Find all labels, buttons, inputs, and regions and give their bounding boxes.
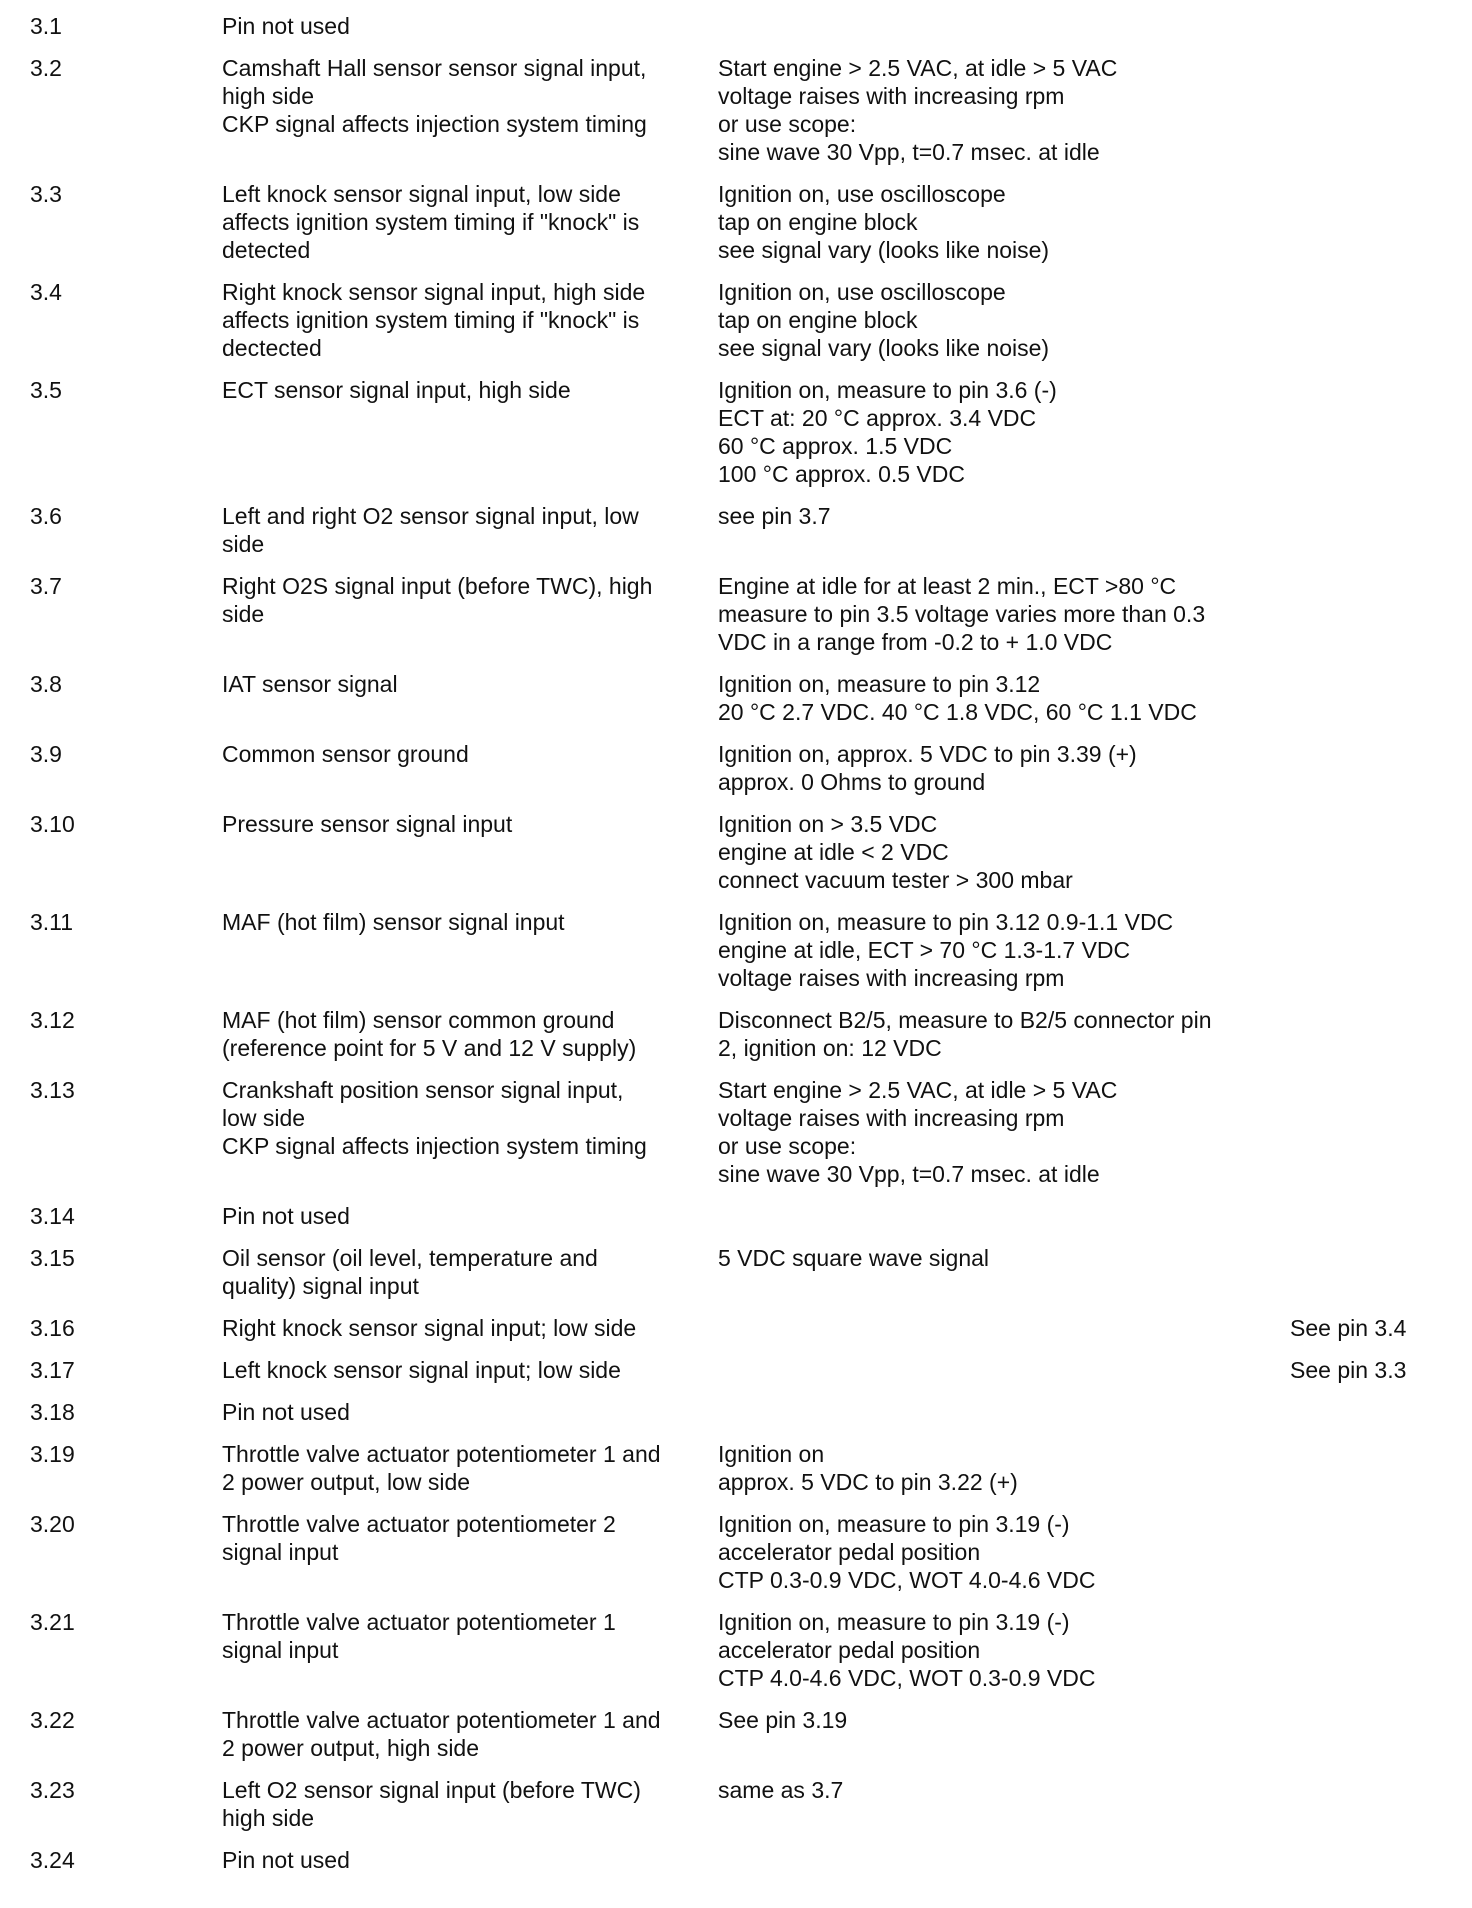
test-line: 60 °C approx. 1.5 VDC — [718, 433, 953, 459]
description-line: 2 power output, high side — [222, 1735, 480, 1761]
test-line: or use scope: — [718, 111, 857, 137]
pin-number: 3.14 — [30, 1203, 75, 1229]
pin-description — [222, 740, 469, 768]
test-line: ECT at: 20 °C approx. 3.4 VDC — [718, 405, 1037, 431]
test-line: see pin 3.7 — [718, 503, 831, 529]
pin-description — [222, 376, 571, 404]
description-line: 2 power output, low side — [222, 1469, 471, 1495]
description-line: Pin not used — [222, 1847, 350, 1873]
description-line: ECT sensor signal input, high side — [222, 377, 571, 403]
test-line: CTP 0.3-0.9 VDC, WOT 4.0-4.6 VDC — [718, 1567, 1096, 1593]
pin-description — [222, 810, 512, 838]
see-pin-reference: See pin 3.4 — [1290, 1315, 1407, 1341]
pin-number: 3.17 — [30, 1357, 75, 1383]
description-line: Left O2 sensor signal input (before TWC) — [222, 1777, 641, 1803]
pin-number: 3.8 — [30, 671, 62, 697]
description-line: IAT sensor signal — [222, 671, 398, 697]
test-line: Start engine > 2.5 VAC, at idle > 5 VAC — [718, 55, 1118, 81]
test-line: 5 VDC square wave signal — [718, 1245, 990, 1271]
description-line: Left knock sensor signal input, low side — [222, 181, 621, 207]
pin-number: 3.7 — [30, 573, 62, 599]
description-line: side — [222, 531, 265, 557]
test-procedure — [718, 1076, 1117, 1188]
description-line: high side — [222, 1805, 315, 1831]
pin-description — [222, 908, 565, 936]
description-line: Throttle valve actuator potentiometer 1 and — [222, 1707, 661, 1733]
test-procedure — [718, 572, 1205, 656]
test-line: sine wave 30 Vpp, t=0.7 msec. at idle — [718, 1161, 1100, 1187]
pin-description — [222, 1314, 636, 1342]
test-procedure — [718, 502, 831, 530]
test-line: CTP 4.0-4.6 VDC, WOT 0.3-0.9 VDC — [718, 1665, 1096, 1691]
test-line: Ignition on > 3.5 VDC — [718, 811, 938, 837]
pin-number: 3.16 — [30, 1315, 75, 1341]
test-line: connect vacuum tester > 300 mbar — [718, 867, 1073, 893]
test-line: engine at idle < 2 VDC — [718, 839, 949, 865]
test-line: Ignition on, approx. 5 VDC to pin 3.39 (+) — [718, 741, 1137, 767]
test-line: voltage raises with increasing rpm — [718, 965, 1065, 991]
pin-description — [222, 670, 398, 698]
pin-description — [222, 1076, 647, 1160]
pin-description — [222, 572, 652, 628]
description-line: high side — [222, 83, 315, 109]
description-line: Pressure sensor signal input — [222, 811, 513, 837]
pin-description — [222, 1006, 636, 1062]
description-line: detected — [222, 237, 311, 263]
test-line: measure to pin 3.5 voltage varies more than 0.3 — [718, 601, 1206, 627]
description-line: signal input — [222, 1637, 339, 1663]
test-procedure — [718, 1440, 1018, 1496]
test-line: Ignition on, measure to pin 3.12 — [718, 671, 1041, 697]
test-line: Engine at idle for at least 2 min., ECT >80 °C — [718, 573, 1177, 599]
description-line: MAF (hot film) sensor common ground — [222, 1007, 615, 1033]
description-line: Throttle valve actuator potentiometer 1 — [222, 1609, 616, 1635]
pin-number: 3.3 — [30, 181, 62, 207]
pin-number: 3.1 — [30, 13, 62, 39]
see-pin-reference: See pin 3.3 — [1290, 1357, 1407, 1383]
pin-number: 3.23 — [30, 1777, 75, 1803]
description-line: Right knock sensor signal input; low side — [222, 1315, 637, 1341]
description-line: affects ignition system timing if "knock" is — [222, 307, 640, 333]
description-line: Left knock sensor signal input; low side — [222, 1357, 621, 1383]
test-line: Disconnect B2/5, measure to B2/5 connector pin — [718, 1007, 1212, 1033]
pin-number: 3.10 — [30, 811, 75, 837]
test-line: tap on engine block — [718, 307, 918, 333]
test-line: Ignition on, use oscilloscope — [718, 181, 1006, 207]
test-line: sine wave 30 Vpp, t=0.7 msec. at idle — [718, 139, 1100, 165]
test-procedure — [718, 1776, 843, 1804]
test-line: Ignition on, measure to pin 3.12 0.9-1.1 VDC — [718, 909, 1174, 935]
test-line: same as 3.7 — [718, 1777, 844, 1803]
test-line: Start engine > 2.5 VAC, at idle > 5 VAC — [718, 1077, 1118, 1103]
test-line: approx. 5 VDC to pin 3.22 (+) — [718, 1469, 1018, 1495]
test-line: approx. 0 Ohms to ground — [718, 769, 986, 795]
description-line: MAF (hot film) sensor signal input — [222, 909, 565, 935]
description-line: Left and right O2 sensor signal input, low — [222, 503, 639, 529]
test-procedure — [718, 810, 1073, 894]
pin-description — [222, 502, 639, 558]
pin-description — [222, 1846, 350, 1874]
description-line: Right O2S signal input (before TWC), high — [222, 573, 653, 599]
description-line: Crankshaft position sensor signal input, — [222, 1077, 624, 1103]
pin-description — [222, 1510, 616, 1566]
pin-number: 3.24 — [30, 1847, 75, 1873]
test-line: accelerator pedal position — [718, 1539, 981, 1565]
test-procedure — [718, 1706, 847, 1734]
pin-number: 3.18 — [30, 1399, 75, 1425]
test-line: Ignition on — [718, 1441, 825, 1467]
pin-number: 3.20 — [30, 1511, 75, 1537]
description-line: Oil sensor (oil level, temperature and — [222, 1245, 598, 1271]
pin-description — [222, 1706, 661, 1762]
test-line: accelerator pedal position — [718, 1637, 981, 1663]
description-line: (reference point for 5 V and 12 V supply) — [222, 1035, 637, 1061]
test-line: Ignition on, measure to pin 3.19 (-) — [718, 1609, 1070, 1635]
test-procedure — [718, 180, 1049, 264]
pin-number: 3.2 — [30, 55, 62, 81]
description-line: Throttle valve actuator potentiometer 1 and — [222, 1441, 661, 1467]
pin-description — [222, 1244, 598, 1300]
description-line: Pin not used — [222, 1203, 350, 1229]
pin-number: 3.6 — [30, 503, 62, 529]
test-line: See pin 3.19 — [718, 1707, 848, 1733]
test-line: see signal vary (looks like noise) — [718, 237, 1050, 263]
pin-description — [222, 1776, 641, 1832]
description-line: Pin not used — [222, 13, 350, 39]
pin-number: 3.9 — [30, 741, 62, 767]
pin-number: 3.21 — [30, 1609, 75, 1635]
test-procedure — [718, 376, 1057, 488]
test-line: Ignition on, measure to pin 3.6 (-) — [718, 377, 1057, 403]
pin-number: 3.11 — [30, 909, 74, 935]
test-line: see signal vary (looks like noise) — [718, 335, 1050, 361]
pin-description — [222, 1608, 616, 1664]
description-line: Camshaft Hall sensor sensor signal input, — [222, 55, 647, 81]
test-line: 2, ignition on: 12 VDC — [718, 1035, 942, 1061]
test-line: tap on engine block — [718, 209, 918, 235]
test-procedure — [718, 1244, 989, 1272]
pin-description — [222, 278, 645, 362]
description-line: CKP signal affects injection system timing — [222, 111, 647, 137]
description-line: Common sensor ground — [222, 741, 469, 767]
test-procedure — [718, 1006, 1212, 1062]
pin-number: 3.19 — [30, 1441, 75, 1467]
description-line: CKP signal affects injection system timing — [222, 1133, 647, 1159]
test-line: voltage raises with increasing rpm — [718, 83, 1065, 109]
description-line: side — [222, 601, 265, 627]
pin-number: 3.12 — [30, 1007, 75, 1033]
pin-description — [222, 12, 350, 40]
test-line: or use scope: — [718, 1133, 857, 1159]
test-line: voltage raises with increasing rpm — [718, 1105, 1065, 1131]
pin-number: 3.5 — [30, 377, 62, 403]
test-line: Ignition on, use oscilloscope — [718, 279, 1006, 305]
test-procedure — [718, 670, 1197, 726]
test-procedure — [718, 1510, 1096, 1594]
pin-description — [222, 1398, 350, 1426]
description-line: low side — [222, 1105, 306, 1131]
description-line: quality) signal input — [222, 1273, 419, 1299]
pin-description — [222, 54, 647, 138]
pin-number: 3.22 — [30, 1707, 75, 1733]
test-line: VDC in a range from -0.2 to + 1.0 VDC — [718, 629, 1113, 655]
test-line: 100 °C approx. 0.5 VDC — [718, 461, 965, 487]
pin-number: 3.15 — [30, 1245, 75, 1271]
test-procedure — [718, 1608, 1096, 1692]
pin-number: 3.4 — [30, 279, 62, 305]
pin-description — [222, 1356, 621, 1384]
test-procedure — [718, 278, 1049, 362]
description-line: Right knock sensor signal input, high side — [222, 279, 646, 305]
description-line: dectected — [222, 335, 322, 361]
test-line: engine at idle, ECT > 70 °C 1.3-1.7 VDC — [718, 937, 1131, 963]
pin-number: 3.13 — [30, 1077, 75, 1103]
pin-description — [222, 1202, 350, 1230]
test-procedure — [718, 54, 1117, 166]
pin-description — [222, 1440, 661, 1496]
description-line: signal input — [222, 1539, 339, 1565]
test-line: 20 °C 2.7 VDC. 40 °C 1.8 VDC, 60 °C 1.1 VDC — [718, 699, 1197, 725]
test-line: Ignition on, measure to pin 3.19 (-) — [718, 1511, 1070, 1537]
description-line: affects ignition system timing if "knock" is — [222, 209, 640, 235]
pin-description — [222, 180, 639, 264]
test-procedure — [718, 908, 1173, 992]
description-line: Pin not used — [222, 1399, 350, 1425]
test-procedure — [718, 740, 1137, 796]
description-line: Throttle valve actuator potentiometer 2 — [222, 1511, 616, 1537]
